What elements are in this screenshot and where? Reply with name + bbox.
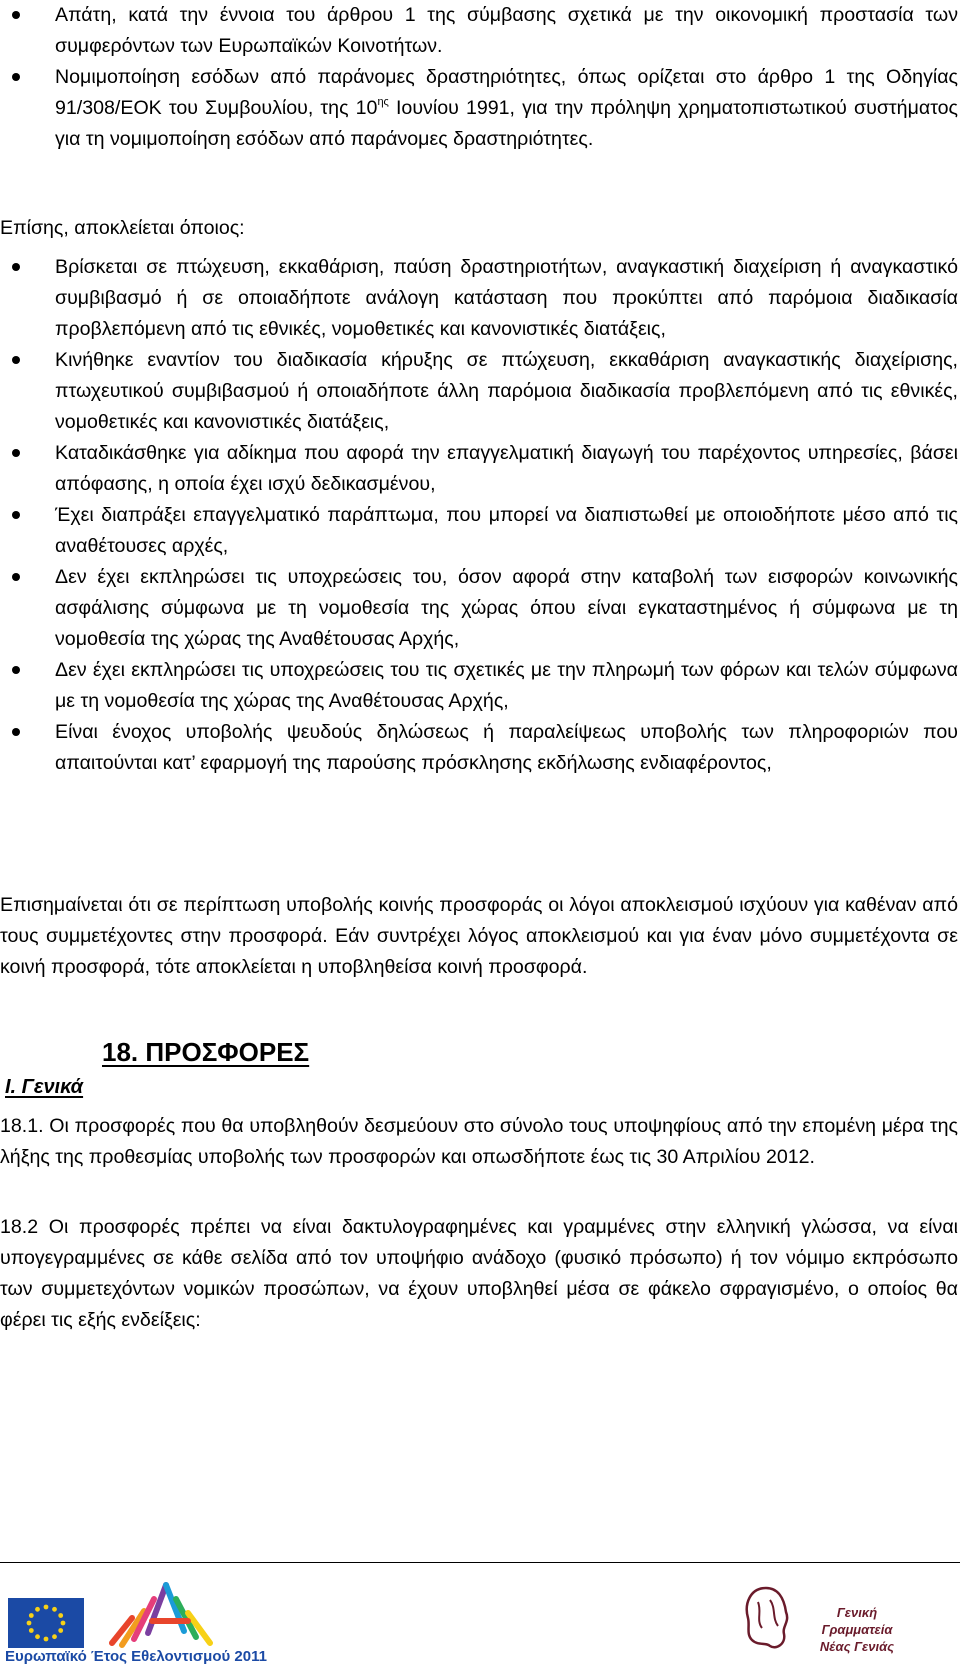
exclusion-intro: Επίσης, αποκλείεται όποιος: <box>0 217 245 239</box>
list-item: Είναι ένοχος υποβολής ψευδούς δηλώσεως ή παραλείψεως υποβολής των πληροφοριών που απαιτούνται κατ’ εφαρμογή της παρούσης πρόσκλησης εκδήλωσης ενδιαφέροντος, <box>0 717 958 779</box>
section-heading: 18. ΠΡΟΣΦΟΡΕΣ <box>102 1037 310 1067</box>
footer-divider <box>0 1562 960 1563</box>
list-item: Έχει διαπράξει επαγγελματικό παράπτωμα, που μπορεί να διαπιστωθεί με οποιοδήποτε μέσο από τις αναθέτουσες αρχές, <box>0 500 958 562</box>
list-item <box>0 0 958 62</box>
paragraph-18-1: 18.1. Οι προσφορές που θα υποβληθούν δεσμεύουν στο σύνολο τους υποψηφίους από την επομένη μέρα της λήξης της προθεσμίας υποβολής των προσφορών και οπωσδήποτε έως τις 30 Απριλίου 2012. <box>0 1115 958 1168</box>
top-bullet-list <box>0 0 958 155</box>
joint-bid-paragraph: Επισημαίνεται ότι σε περίπτωση υποβολής κοινής προσφοράς οι λόγοι αποκλεισμού ισχύουν για καθέναν από τους συμμετέχοντες στην προσφορά. Εάν συντρέχει λόγος αποκλεισμού και για έναν μόνο συμμετέχοντα σε κοινή προσφορά, τότε αποκλείεται η υποβληθείσα κοινή προσφορά. <box>0 894 958 978</box>
paragraph-18-2: 18.2 Οι προσφορές πρέπει να είναι δακτυλογραφημένες και γραμμένες στην ελληνική γλώσσα, να είναι υπογεγραμμένες σε κάθε σελίδα από τον υποψήφιο ανάδοχο (φυσικό πρόσωπο) ή τον νόμιμο εκπρόσωπο των συμμετεχόντων νομικών προσώπων, να έχουν υποβληθεί μέσα σε φάκελο σφραγισμένο, ο οποίος θα φέρει τις εξής ενδείξεις: <box>0 1216 958 1331</box>
bullet-text: Απάτη, κατά την έννοια του άρθρου 1 της σύμβασης σχετικά με την οικονομική προστασία των συμφερόντων των Ευρωπαϊκών Κοινοτήτων. <box>55 4 958 57</box>
youth-secretariat-logo-text: Γενική Γραμματεία Νέας Γενιάς <box>819 1605 895 1654</box>
list-item: Βρίσκεται σε πτώχευση, εκκαθάριση, παύση δραστηριοτήτων, αναγκαστική διαχείριση ή αναγκαστικό συμβιβασμό ή σε οποιαδήποτε ανάλογη κατάσταση που προκύπτει από παρόμοια διαδικασία προβλεπόμενη από τις εθνικές, νομοθετικές και κανονιστικές διατάξεις, <box>0 252 958 345</box>
eu-flag-icon <box>8 1598 84 1648</box>
list-item: Δεν έχει εκπληρώσει τις υποχρεώσεις του, όσον αφορά στην καταβολή των εισφορών κοινωνικής ασφάλισης σύμφωνα με τη νομοθεσία της χώρας όπου είναι εγκαταστημένος ή σύμφωνα με τη νομοθεσία της χώρας της Αναθέτουσας Αρχής, <box>0 562 958 655</box>
youth-secretariat-logo-icon <box>736 1582 796 1652</box>
volunteering-year-logo-icon <box>92 1573 242 1651</box>
list-item: Νομιμοποίηση εσόδων από παράνομες δραστηριότητες, όπως ορίζεται στο άρθρο 1 της Οδηγίας 91/308/ΕΟΚ του Συμβουλίου, της $10^{\eta\varsigma}$ Ιουνίου 1991, για την πρόληψη χρηματοπιστωτικού συστήματος για τη νομιμοποίηση εσόδων από παράνομες δραστηριότητες. <box>0 62 958 155</box>
list-item: Κινήθηκε εναντίον του διαδικασία κήρυξης σε πτώχευση, εκκαθάριση αναγκαστικής διαχείρισης, πτωχευτικού συμβιβασμού ή οποιαδήποτε άλλη παρόμοια διαδικασία προβλεπόμενη από τις εθνικές, νομοθετικές και κανονιστικές διατάξεις, <box>0 345 958 438</box>
list-item: Καταδικάσθηκε για αδίκημα που αφορά την επαγγελματική διαγωγή του παρέχοντος υπηρεσίες, βάσει απόφασης, η οποία έχει ισχύ δεδικασμένου, <box>0 438 958 500</box>
exclusion-bullet-list <box>0 252 958 779</box>
volunteering-year-caption: Ευρωπαϊκό Έτος Εθελοντισμού 2011 <box>5 1648 267 1665</box>
list-item: Δεν έχει εκπληρώσει τις υποχρεώσεις του τις σχετικές με την πληρωμή των φόρων και τελών σύμφωνα με τη νομοθεσία της χώρας της Αναθέτουσας Αρχής, <box>0 655 958 717</box>
subsection-heading: I. Γενικά <box>5 1076 84 1098</box>
